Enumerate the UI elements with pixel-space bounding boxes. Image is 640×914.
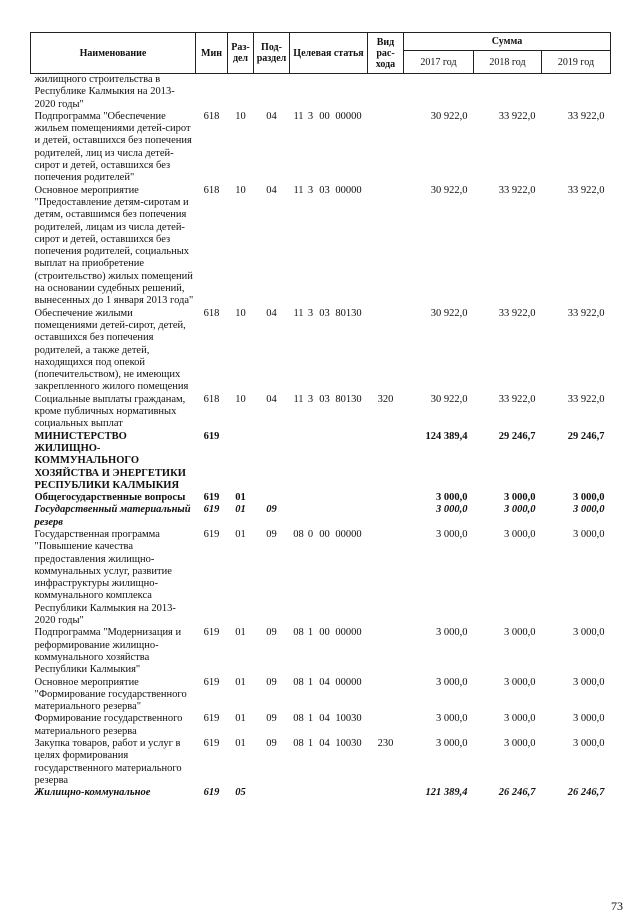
row-min: 618 (203, 307, 220, 319)
header-vid: Вид рас- хода (368, 33, 404, 74)
header-2018: 2018 год (474, 51, 542, 74)
row-target-article (290, 111, 368, 185)
target-article-part: 08 (293, 713, 304, 725)
row-vid (368, 431, 404, 492)
row-sum-2017: 3 000,0 (436, 528, 468, 540)
row-vid (368, 492, 404, 504)
row-sum-2017: 3 000,0 (436, 492, 468, 504)
row-vid: 230 (377, 738, 394, 750)
row-vid: 320 (377, 393, 394, 405)
row-podrazdel (254, 431, 290, 492)
row-sum-2018: 33 922,0 (498, 307, 536, 319)
row-vid (368, 677, 404, 714)
target-article-part: 1 (307, 713, 314, 725)
row-target-article (290, 504, 368, 529)
row-razdel: 10 (235, 184, 246, 196)
target-article-part: 80130 (335, 307, 362, 319)
row-sum-2017: 3 000,0 (436, 504, 468, 516)
header-name: Наименование (31, 33, 196, 74)
row-podrazdel: 04 (266, 393, 277, 405)
row-min: 619 (203, 492, 220, 504)
row-razdel: 01 (235, 492, 246, 504)
target-article-part: 3 (307, 393, 314, 405)
header-2019: 2019 год (542, 51, 611, 74)
row-podrazdel: 09 (266, 738, 277, 750)
row-target-article (290, 738, 368, 787)
target-article-part: 11 (293, 307, 304, 319)
row-sum-2017: 121 389,4 (425, 787, 468, 799)
row-min: 619 (203, 528, 220, 540)
row-razdel (228, 74, 254, 111)
row-min: 618 (203, 184, 220, 196)
row-vid (368, 308, 404, 394)
row-min: 619 (203, 787, 220, 799)
row-podrazdel: 09 (266, 528, 277, 540)
target-article-part: 04 (319, 713, 330, 725)
row-sum-2018: 33 922,0 (498, 184, 536, 196)
row-target-article (290, 431, 368, 492)
target-article-part: 04 (319, 676, 330, 688)
row-target-article (290, 394, 368, 431)
row-sum-2017: 3 000,0 (436, 713, 468, 725)
row-sum-2018: 3 000,0 (504, 528, 536, 540)
target-article-part: 00 (319, 627, 330, 639)
row-min: 619 (203, 504, 220, 516)
row-vid (368, 111, 404, 185)
table-row (31, 677, 611, 714)
target-article-part: 1 (307, 627, 314, 639)
row-target-article (290, 492, 368, 504)
row-min: 619 (203, 430, 220, 442)
row-razdel: 01 (235, 528, 246, 540)
row-sum-2019: 3 000,0 (573, 492, 605, 504)
table-row (31, 308, 611, 394)
row-name: Общегосударственные вопросы (34, 492, 186, 504)
table-header (31, 33, 611, 74)
row-razdel: 01 (235, 504, 246, 516)
table-row (31, 787, 611, 799)
row-name: Формирование государственного материального резерва (34, 713, 183, 737)
row-sum-2019: 26 246,7 (567, 787, 605, 799)
row-target-article (290, 677, 368, 714)
row-podrazdel: 04 (266, 307, 277, 319)
row-min: 618 (203, 110, 220, 122)
table-row (31, 529, 611, 627)
row-name: Основное мероприятие "Предоставление детям-сиротам и детям, оставшимся без попечения родителей, лицам из числа детей-сирот и детей, оставшихся без попечения родителей, социальных выплат на приобретение (строительство) жилых помещений на основании судебных решений, вынесенных до 1 января 2013 года" (34, 184, 194, 307)
row-sum-2017: 3 000,0 (436, 627, 468, 639)
row-target-article (290, 713, 368, 738)
row-vid (368, 713, 404, 738)
row-podrazdel: 09 (266, 676, 277, 688)
target-article-part: 00000 (335, 627, 362, 639)
target-article-part: 04 (319, 738, 330, 750)
row-sum-2019: 33 922,0 (567, 307, 605, 319)
row-sum-2019: 3 000,0 (573, 504, 605, 516)
row-podrazdel (254, 787, 290, 799)
row-sum-2017: 124 389,4 (425, 430, 468, 442)
row-sum-2017 (404, 74, 474, 111)
row-sum-2018: 3 000,0 (504, 627, 536, 639)
row-sum-2019: 3 000,0 (573, 738, 605, 750)
target-article-part: 08 (293, 738, 304, 750)
target-article-part: 00000 (335, 528, 362, 540)
target-article-part: 08 (293, 528, 304, 540)
row-sum-2017: 3 000,0 (436, 676, 468, 688)
row-sum-2017: 30 922,0 (430, 184, 468, 196)
row-name: Закупка товаров, работ и услуг в целях формирования государственного материального резерва (34, 738, 182, 786)
row-name: жилищного строительства в Республике Калмыкия на 2013-2020 годы" (34, 74, 175, 110)
row-sum-2018: 33 922,0 (498, 110, 536, 122)
row-name: Жилищно-коммунальное (34, 787, 151, 799)
row-razdel: 10 (235, 110, 246, 122)
target-article-part: 3 (307, 110, 314, 122)
row-name: Обеспечение жилыми помещениями детей-сирот, детей, оставшихся без попечения родителей, а также детей, находящихся под опекой (попечительством), не имеющих закрепленного жилого помещения (34, 307, 189, 393)
header-podrazdel: Под- раздел (254, 33, 290, 74)
row-sum-2019: 33 922,0 (567, 184, 605, 196)
row-min: 618 (203, 393, 220, 405)
row-target-article (290, 627, 368, 676)
row-podrazdel: 04 (266, 184, 277, 196)
target-article-part: 00 (319, 528, 330, 540)
row-name: МИНИСТЕРСТВО ЖИЛИЩНО-КОММУНАЛЬНОГО ХОЗЯЙСТВА И ЭНЕРГЕТИКИ РЕСПУБЛИКИ КАЛМЫКИЯ (34, 430, 186, 491)
row-name: Основное мероприятие "Формирование государственного материального резерва" (34, 676, 187, 713)
table-row (31, 74, 611, 111)
row-sum-2019: 3 000,0 (573, 676, 605, 688)
row-vid (368, 529, 404, 627)
row-vid (368, 627, 404, 676)
row-target-article (290, 185, 368, 308)
row-name: Подпрограмма "Обеспечение жильем помещениями детей-сирот и детей, оставшихся без попечения родителей, лиц из числа детей-сирот и детей, оставшихся без попечения родителей" (34, 110, 192, 184)
target-article-part: 08 (293, 627, 304, 639)
row-sum-2017: 30 922,0 (430, 307, 468, 319)
target-article-part: 00 (319, 110, 330, 122)
row-target-article (290, 308, 368, 394)
header-min: Мин (196, 33, 228, 74)
row-sum-2017: 30 922,0 (430, 110, 468, 122)
row-name: Государственная программа "Повышение качества предоставления жилищно-коммунальных услуг, развитие инфраструктуры жилищно-коммунального комплекса Республики Калмыкия на 2013-2020 годы" (34, 528, 176, 627)
row-razdel: 10 (235, 307, 246, 319)
row-min: 619 (203, 713, 220, 725)
row-target-article (290, 787, 368, 799)
row-sum-2018: 3 000,0 (504, 713, 536, 725)
table-row (31, 738, 611, 787)
row-min: 619 (203, 627, 220, 639)
row-razdel (228, 431, 254, 492)
row-sum-2018: 3 000,0 (504, 738, 536, 750)
target-article-part: 11 (293, 184, 304, 196)
row-podrazdel (254, 492, 290, 504)
row-name: Подпрограмма "Модернизация и реформирование жилищно-коммунального хозяйства Республики Калмыкия" (34, 627, 182, 676)
row-sum-2017: 3 000,0 (436, 738, 468, 750)
row-sum-2019: 3 000,0 (573, 713, 605, 725)
row-sum-2018: 3 000,0 (504, 676, 536, 688)
row-vid (368, 185, 404, 308)
row-razdel: 05 (235, 787, 246, 799)
row-sum-2019: 3 000,0 (573, 528, 605, 540)
row-razdel: 10 (235, 393, 246, 405)
row-name: Социальные выплаты гражданам, кроме публичных нормативных социальных выплат (34, 393, 186, 430)
row-vid (368, 74, 404, 111)
row-min: 619 (203, 738, 220, 750)
target-article-part: 03 (319, 184, 330, 196)
row-sum-2018: 29 246,7 (498, 430, 536, 442)
row-sum-2019: 33 922,0 (567, 393, 605, 405)
target-article-part: 11 (293, 110, 304, 122)
table-body (31, 74, 611, 800)
row-podrazdel: 09 (266, 504, 277, 516)
table-row (31, 394, 611, 431)
row-razdel: 01 (235, 676, 246, 688)
target-article-part: 3 (307, 307, 314, 319)
table-row (31, 185, 611, 308)
row-sum-2019: 29 246,7 (567, 430, 605, 442)
row-sum-2018: 3 000,0 (504, 492, 536, 504)
target-article-part: 0 (307, 528, 314, 540)
row-podrazdel (254, 74, 290, 111)
target-article-part: 03 (319, 307, 330, 319)
row-sum-2018: 3 000,0 (504, 504, 536, 516)
row-vid (368, 787, 404, 799)
row-podrazdel: 04 (266, 110, 277, 122)
row-razdel: 01 (235, 627, 246, 639)
target-article-part: 00000 (335, 676, 362, 688)
table-row (31, 431, 611, 492)
table-row (31, 627, 611, 676)
row-name: Государственный материальный резерв (34, 504, 191, 528)
budget-table (30, 32, 611, 800)
row-min (196, 74, 228, 111)
row-razdel: 01 (235, 738, 246, 750)
header-2017: 2017 год (404, 51, 474, 74)
row-podrazdel: 09 (266, 713, 277, 725)
target-article-part: 10030 (335, 713, 362, 725)
page-number: 73 (611, 899, 623, 913)
table-row (31, 492, 611, 504)
row-sum-2019 (542, 74, 611, 111)
row-target-article (290, 529, 368, 627)
target-article-part: 08 (293, 676, 304, 688)
target-article-part: 00000 (335, 184, 362, 196)
budget-table-page (30, 32, 623, 913)
row-vid (368, 504, 404, 529)
row-target-article (290, 74, 368, 111)
table-row (31, 504, 611, 529)
row-sum-2018: 26 246,7 (498, 787, 536, 799)
row-sum-2019: 3 000,0 (573, 627, 605, 639)
target-article-part: 3 (307, 184, 314, 196)
table-row (31, 713, 611, 738)
target-article-part: 03 (319, 393, 330, 405)
row-sum-2019: 33 922,0 (567, 110, 605, 122)
target-article-part: 1 (307, 676, 314, 688)
target-article-part: 00000 (335, 110, 362, 122)
row-razdel: 01 (235, 713, 246, 725)
header-target: Целевая статья (290, 33, 368, 74)
row-sum-2018: 33 922,0 (498, 393, 536, 405)
header-razdel: Раз- дел (228, 33, 254, 74)
row-sum-2018 (474, 74, 542, 111)
target-article-part: 1 (307, 738, 314, 750)
row-min: 619 (203, 676, 220, 688)
row-sum-2017: 30 922,0 (430, 393, 468, 405)
target-article-part: 11 (293, 393, 304, 405)
target-article-part: 10030 (335, 738, 362, 750)
target-article-part: 80130 (335, 393, 362, 405)
table-row (31, 111, 611, 185)
header-sum: Сумма (404, 33, 611, 51)
row-podrazdel: 09 (266, 627, 277, 639)
